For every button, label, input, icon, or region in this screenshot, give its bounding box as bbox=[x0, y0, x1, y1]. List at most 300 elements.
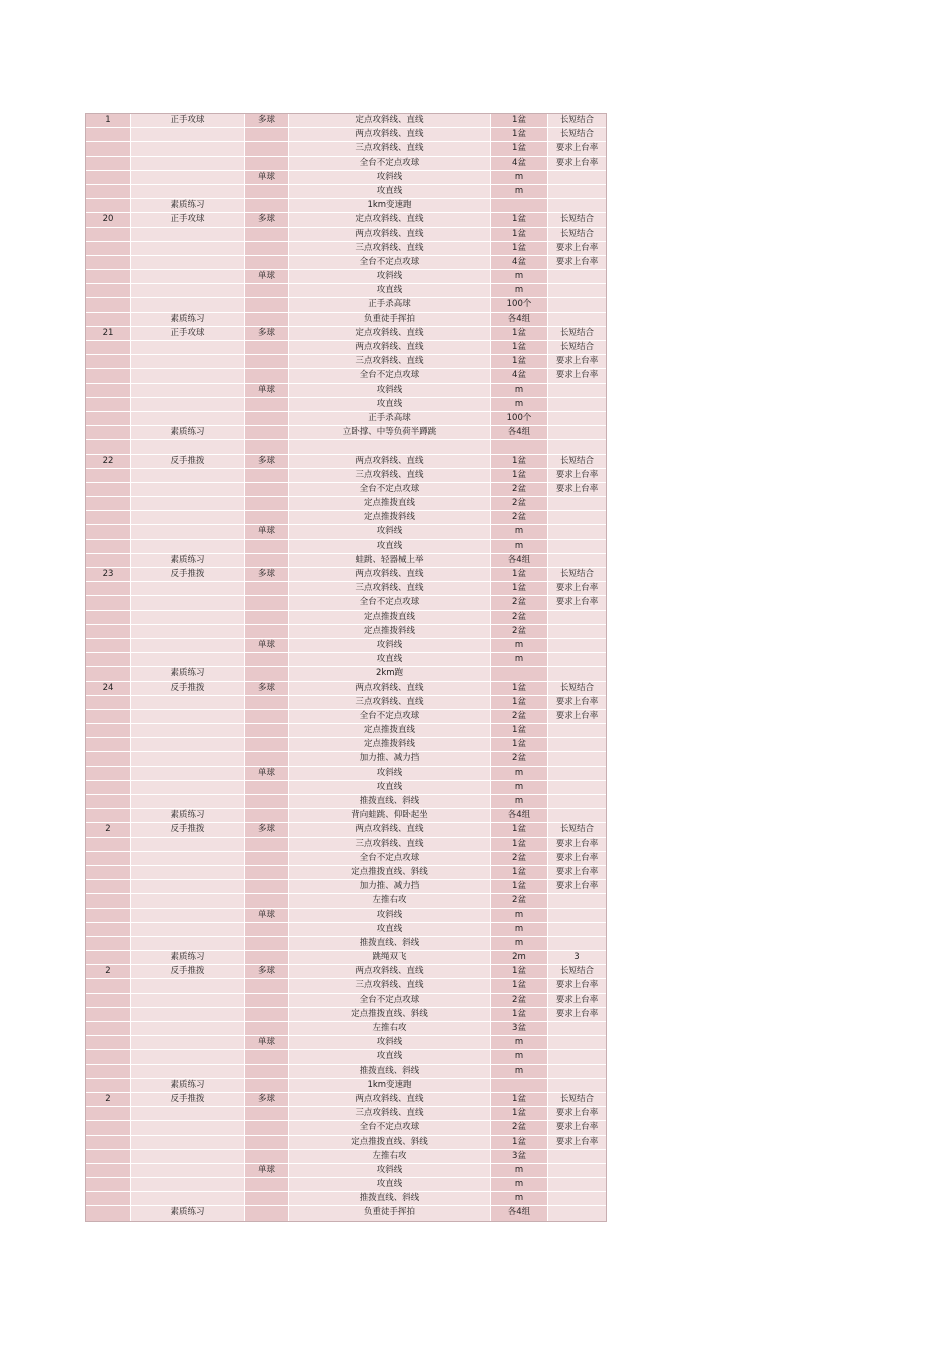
day-cell bbox=[86, 128, 131, 141]
table-row bbox=[86, 923, 606, 937]
drill-cell: 两点攻斜线、直线 bbox=[289, 823, 491, 836]
drill-cell: 1km变速跑 bbox=[289, 1079, 491, 1092]
note-cell bbox=[548, 653, 606, 666]
day-cell bbox=[86, 1121, 131, 1134]
day-cell bbox=[86, 1022, 131, 1035]
drill-cell: 推拨直线、斜线 bbox=[289, 795, 491, 808]
day-cell bbox=[86, 852, 131, 865]
amount-cell: 100个 bbox=[491, 412, 548, 425]
drill-cell: 加力推、减力挡 bbox=[289, 752, 491, 765]
drill-cell: 定点攻斜线、直线 bbox=[289, 327, 491, 340]
day-cell: 20 bbox=[86, 213, 131, 226]
note-cell: 长短结合 bbox=[548, 823, 606, 836]
category-cell bbox=[131, 724, 245, 737]
category-cell bbox=[131, 1036, 245, 1049]
mode-cell bbox=[245, 923, 289, 936]
day-cell bbox=[86, 398, 131, 411]
amount-cell: 2盆 bbox=[491, 497, 548, 510]
category-cell bbox=[131, 228, 245, 241]
mode-cell bbox=[245, 738, 289, 751]
amount-cell: 3盆 bbox=[491, 1022, 548, 1035]
amount-cell: 1盆 bbox=[491, 738, 548, 751]
amount-cell: 1盆 bbox=[491, 682, 548, 695]
amount-cell: 1盆 bbox=[491, 327, 548, 340]
mode-cell: 单球 bbox=[245, 384, 289, 397]
category-cell bbox=[131, 582, 245, 595]
note-cell bbox=[548, 384, 606, 397]
note-cell bbox=[548, 738, 606, 751]
day-cell bbox=[86, 1178, 131, 1191]
note-cell: 要求上台率 bbox=[548, 157, 606, 170]
drill-cell: 两点攻斜线、直线 bbox=[289, 228, 491, 241]
amount-cell: 1盆 bbox=[491, 582, 548, 595]
note-cell: 要求上台率 bbox=[548, 1121, 606, 1134]
day-cell bbox=[86, 653, 131, 666]
day-cell bbox=[86, 298, 131, 311]
day-cell bbox=[86, 994, 131, 1007]
amount-cell: m bbox=[491, 384, 548, 397]
mode-cell bbox=[245, 710, 289, 723]
day-cell bbox=[86, 809, 131, 822]
table-row bbox=[86, 157, 606, 171]
drill-cell: 定点推拨直线、斜线 bbox=[289, 866, 491, 879]
amount-cell bbox=[491, 1079, 548, 1092]
category-cell bbox=[131, 341, 245, 354]
table-row bbox=[86, 284, 606, 298]
day-cell bbox=[86, 611, 131, 624]
drill-cell: 三点攻斜线、直线 bbox=[289, 838, 491, 851]
drill-cell: 定点推拨直线 bbox=[289, 611, 491, 624]
day-cell bbox=[86, 1008, 131, 1021]
amount-cell: 1盆 bbox=[491, 228, 548, 241]
day-cell bbox=[86, 795, 131, 808]
amount-cell: 2盆 bbox=[491, 611, 548, 624]
amount-cell: 2盆 bbox=[491, 596, 548, 609]
category-cell: 素质练习 bbox=[131, 426, 245, 439]
day-cell bbox=[86, 738, 131, 751]
day-cell bbox=[86, 639, 131, 652]
note-cell bbox=[548, 525, 606, 538]
category-cell bbox=[131, 923, 245, 936]
category-cell bbox=[131, 696, 245, 709]
note-cell bbox=[548, 497, 606, 510]
table-row bbox=[86, 965, 606, 979]
note-cell: 长短结合 bbox=[548, 327, 606, 340]
amount-cell bbox=[491, 667, 548, 680]
drill-cell: 三点攻斜线、直线 bbox=[289, 979, 491, 992]
note-cell bbox=[548, 284, 606, 297]
mode-cell bbox=[245, 951, 289, 964]
day-cell: 1 bbox=[86, 114, 131, 127]
category-cell bbox=[131, 596, 245, 609]
drill-cell: 负重徒手挥拍 bbox=[289, 313, 491, 326]
mode-cell bbox=[245, 596, 289, 609]
category-cell bbox=[131, 894, 245, 907]
day-cell: 2 bbox=[86, 965, 131, 978]
note-cell: 要求上台率 bbox=[548, 852, 606, 865]
drill-cell: 攻斜线 bbox=[289, 1164, 491, 1177]
drill-cell: 三点攻斜线、直线 bbox=[289, 142, 491, 155]
mode-cell bbox=[245, 426, 289, 439]
drill-cell: 正手杀高球 bbox=[289, 298, 491, 311]
category-cell bbox=[131, 1050, 245, 1063]
note-cell: 要求上台率 bbox=[548, 866, 606, 879]
day-cell: 24 bbox=[86, 682, 131, 695]
category-cell bbox=[131, 1178, 245, 1191]
mode-cell bbox=[245, 582, 289, 595]
mode-cell bbox=[245, 852, 289, 865]
category-cell bbox=[131, 1136, 245, 1149]
drill-cell: 两点攻斜线、直线 bbox=[289, 965, 491, 978]
category-cell bbox=[131, 979, 245, 992]
note-cell bbox=[548, 923, 606, 936]
drill-cell: 攻直线 bbox=[289, 781, 491, 794]
drill-cell bbox=[289, 440, 491, 453]
note-cell: 长短结合 bbox=[548, 228, 606, 241]
drill-cell: 定点推拨直线、斜线 bbox=[289, 1008, 491, 1021]
table-row bbox=[86, 440, 606, 454]
table-row bbox=[86, 511, 606, 525]
mode-cell bbox=[245, 369, 289, 382]
category-cell bbox=[131, 1107, 245, 1120]
day-cell bbox=[86, 838, 131, 851]
mode-cell bbox=[245, 313, 289, 326]
mode-cell bbox=[245, 838, 289, 851]
note-cell: 要求上台率 bbox=[548, 1136, 606, 1149]
note-cell bbox=[548, 752, 606, 765]
drill-cell: 全台不定点攻球 bbox=[289, 369, 491, 382]
table-row bbox=[86, 781, 606, 795]
mode-cell bbox=[245, 1136, 289, 1149]
amount-cell: 1盆 bbox=[491, 1136, 548, 1149]
day-cell bbox=[86, 1150, 131, 1163]
table-row bbox=[86, 270, 606, 284]
table-row bbox=[86, 909, 606, 923]
mode-cell bbox=[245, 781, 289, 794]
drill-cell: 定点攻斜线、直线 bbox=[289, 213, 491, 226]
mode-cell bbox=[245, 142, 289, 155]
amount-cell: m bbox=[491, 639, 548, 652]
day-cell bbox=[86, 270, 131, 283]
note-cell bbox=[548, 412, 606, 425]
note-cell bbox=[548, 554, 606, 567]
drill-cell: 攻斜线 bbox=[289, 767, 491, 780]
note-cell bbox=[548, 1192, 606, 1205]
mode-cell: 单球 bbox=[245, 1036, 289, 1049]
note-cell bbox=[548, 1164, 606, 1177]
note-cell bbox=[548, 1036, 606, 1049]
table-row bbox=[86, 1206, 606, 1220]
category-cell bbox=[131, 767, 245, 780]
drill-cell: 正手杀高球 bbox=[289, 412, 491, 425]
note-cell: 要求上台率 bbox=[548, 710, 606, 723]
table-row bbox=[86, 767, 606, 781]
drill-cell: 攻直线 bbox=[289, 284, 491, 297]
mode-cell bbox=[245, 625, 289, 638]
category-cell bbox=[131, 171, 245, 184]
note-cell: 长短结合 bbox=[548, 682, 606, 695]
mode-cell bbox=[245, 284, 289, 297]
category-cell bbox=[131, 1192, 245, 1205]
day-cell bbox=[86, 866, 131, 879]
amount-cell: 1盆 bbox=[491, 469, 548, 482]
table-row bbox=[86, 540, 606, 554]
drill-cell: 两点攻斜线、直线 bbox=[289, 341, 491, 354]
mode-cell bbox=[245, 540, 289, 553]
table-row bbox=[86, 568, 606, 582]
note-cell bbox=[548, 809, 606, 822]
day-cell bbox=[86, 185, 131, 198]
table-row bbox=[86, 1036, 606, 1050]
mode-cell bbox=[245, 1150, 289, 1163]
table-row bbox=[86, 1150, 606, 1164]
amount-cell: 1盆 bbox=[491, 1107, 548, 1120]
category-cell bbox=[131, 469, 245, 482]
mode-cell bbox=[245, 157, 289, 170]
category-cell: 素质练习 bbox=[131, 667, 245, 680]
day-cell bbox=[86, 540, 131, 553]
drill-cell: 定点推拨斜线 bbox=[289, 511, 491, 524]
category-cell bbox=[131, 398, 245, 411]
table-row bbox=[86, 894, 606, 908]
amount-cell: 2盆 bbox=[491, 752, 548, 765]
note-cell bbox=[548, 511, 606, 524]
category-cell bbox=[131, 838, 245, 851]
amount-cell: 2盆 bbox=[491, 994, 548, 1007]
mode-cell bbox=[245, 880, 289, 893]
note-cell: 要求上台率 bbox=[548, 142, 606, 155]
drill-cell: 立卧撑、中等负荷半蹲跳 bbox=[289, 426, 491, 439]
category-cell bbox=[131, 1022, 245, 1035]
mode-cell bbox=[245, 979, 289, 992]
drill-cell: 左推右攻 bbox=[289, 1150, 491, 1163]
category-cell bbox=[131, 795, 245, 808]
amount-cell: m bbox=[491, 525, 548, 538]
category-cell: 素质练习 bbox=[131, 199, 245, 212]
mode-cell bbox=[245, 866, 289, 879]
category-cell: 反手推拨 bbox=[131, 568, 245, 581]
amount-cell: m bbox=[491, 653, 548, 666]
table-row bbox=[86, 1164, 606, 1178]
table-row bbox=[86, 866, 606, 880]
note-cell: 要求上台率 bbox=[548, 355, 606, 368]
table-row bbox=[86, 341, 606, 355]
note-cell: 要求上台率 bbox=[548, 582, 606, 595]
mode-cell bbox=[245, 696, 289, 709]
mode-cell bbox=[245, 185, 289, 198]
table-row bbox=[86, 582, 606, 596]
amount-cell bbox=[491, 440, 548, 453]
table-row bbox=[86, 667, 606, 681]
drill-cell: 跳绳双飞 bbox=[289, 951, 491, 964]
table-row bbox=[86, 142, 606, 156]
mode-cell bbox=[245, 1178, 289, 1191]
day-cell bbox=[86, 1164, 131, 1177]
mode-cell: 单球 bbox=[245, 270, 289, 283]
category-cell: 反手推拨 bbox=[131, 823, 245, 836]
drill-cell: 三点攻斜线、直线 bbox=[289, 242, 491, 255]
amount-cell: m bbox=[491, 1065, 548, 1078]
day-cell bbox=[86, 923, 131, 936]
mode-cell bbox=[245, 1121, 289, 1134]
table-row bbox=[86, 128, 606, 142]
mode-cell: 多球 bbox=[245, 965, 289, 978]
amount-cell: 2盆 bbox=[491, 483, 548, 496]
category-cell: 素质练习 bbox=[131, 1079, 245, 1092]
drill-cell: 全台不定点攻球 bbox=[289, 596, 491, 609]
drill-cell: 两点攻斜线、直线 bbox=[289, 682, 491, 695]
category-cell bbox=[131, 1008, 245, 1021]
mode-cell: 单球 bbox=[245, 171, 289, 184]
category-cell bbox=[131, 540, 245, 553]
day-cell bbox=[86, 894, 131, 907]
drill-cell: 攻直线 bbox=[289, 540, 491, 553]
day-cell bbox=[86, 426, 131, 439]
mode-cell bbox=[245, 228, 289, 241]
note-cell: 要求上台率 bbox=[548, 1008, 606, 1021]
drill-cell: 加力推、减力挡 bbox=[289, 880, 491, 893]
day-cell bbox=[86, 710, 131, 723]
mode-cell bbox=[245, 1050, 289, 1063]
drill-cell: 左推右攻 bbox=[289, 894, 491, 907]
drill-cell: 两点攻斜线、直线 bbox=[289, 455, 491, 468]
mode-cell: 多球 bbox=[245, 568, 289, 581]
day-cell bbox=[86, 384, 131, 397]
category-cell bbox=[131, 384, 245, 397]
table-row bbox=[86, 355, 606, 369]
day-cell bbox=[86, 369, 131, 382]
category-cell bbox=[131, 284, 245, 297]
table-row bbox=[86, 469, 606, 483]
category-cell: 素质练习 bbox=[131, 554, 245, 567]
category-cell bbox=[131, 298, 245, 311]
category-cell: 素质练习 bbox=[131, 951, 245, 964]
day-cell bbox=[86, 157, 131, 170]
category-cell bbox=[131, 369, 245, 382]
table-row bbox=[86, 1022, 606, 1036]
category-cell bbox=[131, 866, 245, 879]
day-cell bbox=[86, 412, 131, 425]
mode-cell bbox=[245, 412, 289, 425]
drill-cell: 负重徒手挥拍 bbox=[289, 1206, 491, 1220]
note-cell bbox=[548, 185, 606, 198]
day-cell bbox=[86, 724, 131, 737]
category-cell bbox=[131, 653, 245, 666]
table-row bbox=[86, 994, 606, 1008]
drill-cell: 全台不定点攻球 bbox=[289, 852, 491, 865]
mode-cell: 多球 bbox=[245, 327, 289, 340]
day-cell bbox=[86, 696, 131, 709]
amount-cell: m bbox=[491, 284, 548, 297]
drill-cell: 三点攻斜线、直线 bbox=[289, 582, 491, 595]
table-row bbox=[86, 213, 606, 227]
drill-cell: 三点攻斜线、直线 bbox=[289, 469, 491, 482]
drill-cell: 两点攻斜线、直线 bbox=[289, 568, 491, 581]
table-row bbox=[86, 951, 606, 965]
amount-cell: m bbox=[491, 185, 548, 198]
amount-cell: 100个 bbox=[491, 298, 548, 311]
drill-cell: 推拨直线、斜线 bbox=[289, 1192, 491, 1205]
category-cell bbox=[131, 242, 245, 255]
mode-cell bbox=[245, 1107, 289, 1120]
day-cell bbox=[86, 1079, 131, 1092]
day-cell bbox=[86, 284, 131, 297]
amount-cell: m bbox=[491, 1050, 548, 1063]
category-cell bbox=[131, 483, 245, 496]
category-cell bbox=[131, 909, 245, 922]
day-cell bbox=[86, 497, 131, 510]
amount-cell: m bbox=[491, 270, 548, 283]
mode-cell bbox=[245, 1008, 289, 1021]
note-cell: 要求上台率 bbox=[548, 880, 606, 893]
drill-cell: 定点推拨直线 bbox=[289, 497, 491, 510]
mode-cell: 多球 bbox=[245, 682, 289, 695]
category-cell bbox=[131, 880, 245, 893]
day-cell bbox=[86, 937, 131, 950]
drill-cell: 推拨直线、斜线 bbox=[289, 937, 491, 950]
note-cell bbox=[548, 1150, 606, 1163]
amount-cell: 4盆 bbox=[491, 369, 548, 382]
drill-cell: 背向蛙跳、仰卧起坐 bbox=[289, 809, 491, 822]
note-cell bbox=[548, 909, 606, 922]
table-row bbox=[86, 369, 606, 383]
note-cell bbox=[548, 767, 606, 780]
table-row bbox=[86, 1050, 606, 1064]
note-cell: 长短结合 bbox=[548, 213, 606, 226]
note-cell: 要求上台率 bbox=[548, 596, 606, 609]
mode-cell bbox=[245, 795, 289, 808]
note-cell: 长短结合 bbox=[548, 568, 606, 581]
note-cell bbox=[548, 1178, 606, 1191]
mode-cell bbox=[245, 667, 289, 680]
amount-cell: 2盆 bbox=[491, 852, 548, 865]
table-row bbox=[86, 114, 606, 128]
day-cell bbox=[86, 199, 131, 212]
table-row bbox=[86, 185, 606, 199]
mode-cell bbox=[245, 937, 289, 950]
drill-cell: 全台不定点攻球 bbox=[289, 483, 491, 496]
mode-cell bbox=[245, 653, 289, 666]
mode-cell bbox=[245, 1079, 289, 1092]
table-row bbox=[86, 228, 606, 242]
day-cell bbox=[86, 242, 131, 255]
drill-cell: 攻直线 bbox=[289, 185, 491, 198]
drill-cell: 推拨直线、斜线 bbox=[289, 1065, 491, 1078]
mode-cell bbox=[245, 256, 289, 269]
day-cell bbox=[86, 781, 131, 794]
note-cell bbox=[548, 270, 606, 283]
table-row bbox=[86, 611, 606, 625]
mode-cell bbox=[245, 398, 289, 411]
amount-cell: 各4组 bbox=[491, 426, 548, 439]
amount-cell: m bbox=[491, 1036, 548, 1049]
drill-cell: 攻斜线 bbox=[289, 1036, 491, 1049]
category-cell bbox=[131, 128, 245, 141]
category-cell bbox=[131, 412, 245, 425]
table-row bbox=[86, 1079, 606, 1093]
category-cell bbox=[131, 142, 245, 155]
table-row bbox=[86, 809, 606, 823]
mode-cell bbox=[245, 341, 289, 354]
amount-cell: m bbox=[491, 923, 548, 936]
note-cell bbox=[548, 171, 606, 184]
amount-cell: 1盆 bbox=[491, 979, 548, 992]
note-cell: 要求上台率 bbox=[548, 369, 606, 382]
amount-cell: 1盆 bbox=[491, 965, 548, 978]
category-cell bbox=[131, 1065, 245, 1078]
note-cell bbox=[548, 426, 606, 439]
drill-cell: 攻斜线 bbox=[289, 171, 491, 184]
